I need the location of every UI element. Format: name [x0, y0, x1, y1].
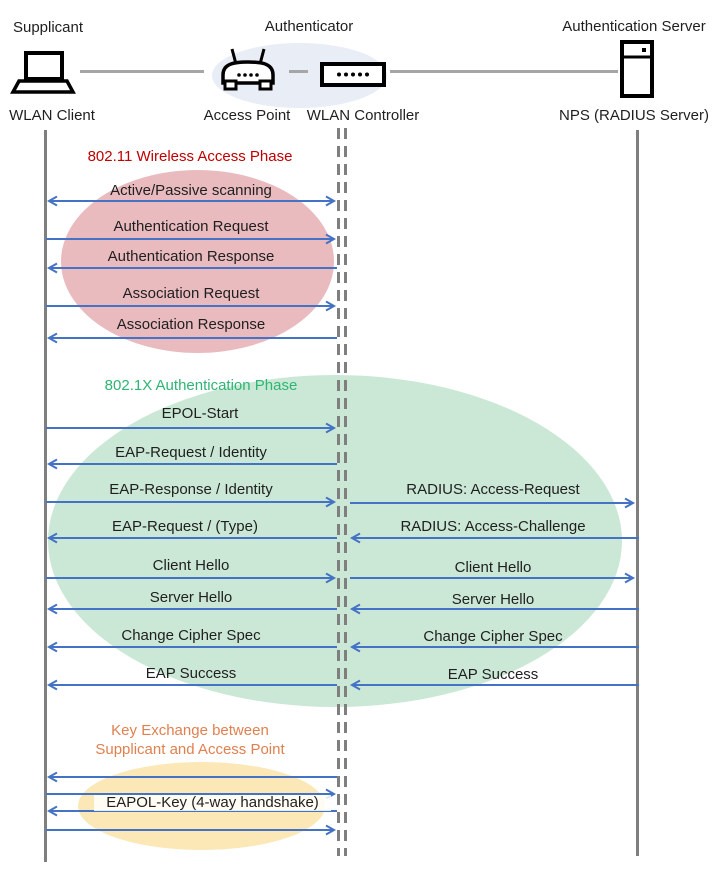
msg-association-request: Association Request	[122, 285, 260, 302]
msg-client-hello-right: Client Hello	[454, 559, 532, 576]
role-supplicant: Supplicant	[12, 19, 84, 36]
msg-epol-start: EPOL-Start	[161, 405, 239, 422]
msg-change-cipher-spec-right: Change Cipher Spec	[423, 628, 563, 645]
msg-eapol-key-4way-handshake: EAPOL-Key (4-way handshake)	[94, 795, 331, 811]
msg-association-response: Association Response	[116, 316, 266, 333]
device-access-point: Access Point	[203, 107, 291, 124]
msg-radius-access-challenge: RADIUS: Access-Challenge	[400, 518, 586, 535]
msg-change-cipher-spec-left: Change Cipher Spec	[121, 627, 261, 644]
phase1-title: 802.11 Wireless Access Phase	[87, 148, 293, 165]
msg-eap-response-identity: EAP-Response / Identity	[109, 481, 273, 498]
device-wlan-client: WLAN Client	[9, 107, 95, 124]
phase3-title	[95, 721, 284, 759]
phase3-title-line2: Supplicant and Access Point	[95, 741, 285, 758]
device-nps-radius-server: NPS (RADIUS Server)	[558, 107, 710, 124]
phase2-title: 802.1X Authentication Phase	[104, 377, 298, 394]
msg-eap-request-type: EAP-Request / (Type)	[112, 518, 258, 535]
msg-client-hello-left: Client Hello	[152, 557, 230, 574]
msg-eap-success-right: EAP Success	[447, 666, 539, 683]
msg-eap-success-left: EAP Success	[145, 665, 237, 682]
msg-authentication-request: Authentication Request	[113, 218, 269, 235]
msg-server-hello-left: Server Hello	[149, 589, 233, 606]
device-wlan-controller: WLAN Controller	[306, 107, 420, 124]
role-authentication-server: Authentication Server	[562, 18, 706, 35]
msg-server-hello-right: Server Hello	[451, 591, 535, 608]
phase3-title-line1: Key Exchange between	[111, 722, 269, 739]
msg-active-passive-scanning: Active/Passive scanning	[110, 182, 272, 199]
msg-eap-request-identity: EAP-Request / Identity	[115, 444, 267, 461]
role-authenticator: Authenticator	[264, 18, 354, 35]
msg-authentication-response: Authentication Response	[107, 248, 275, 265]
msg-radius-access-request: RADIUS: Access-Request	[406, 481, 580, 498]
